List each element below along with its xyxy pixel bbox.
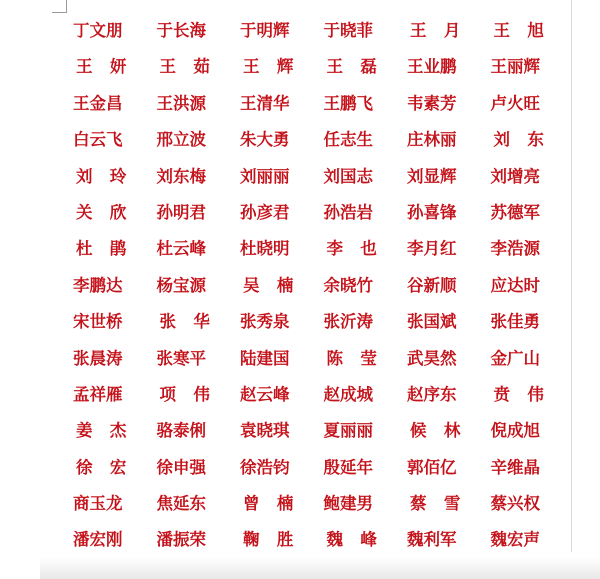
name-cell: 刘东梅 (156, 166, 206, 186)
name-cell: 孙喜锋 (407, 202, 457, 222)
name-cell: 赵成城 (323, 384, 373, 404)
name-cell: 韦素芳 (407, 93, 457, 113)
name-cell: 郭佰亿 (407, 457, 457, 477)
name-cell: 王洪源 (156, 93, 206, 113)
name-cell: 王金昌 (73, 93, 123, 113)
name-cell: 刘国志 (323, 166, 373, 186)
name-cell: 李鹏达 (73, 275, 123, 295)
name-cell: 任志生 (323, 130, 373, 150)
name-cell: 潘宏刚 (73, 530, 123, 550)
name-cell: 张国斌 (407, 312, 457, 332)
name-cell: 于明辉 (240, 21, 290, 40)
name-cell: 金广山 (490, 348, 540, 368)
name-cell: 张秀泉 (240, 312, 290, 332)
name-cell: 商玉龙 (73, 494, 123, 514)
name-cell: 李也 (326, 239, 395, 259)
name-cell: 杨宝源 (156, 275, 206, 295)
name-cell: 王业鹏 (407, 57, 457, 77)
name-cell: 孟祥雁 (73, 384, 123, 404)
name-cell: 杜鹃 (76, 239, 144, 259)
name-cell: 候林 (410, 421, 478, 441)
name-cell: 朱大勇 (240, 130, 290, 150)
name-cell: 王磊 (326, 57, 395, 77)
name-cell: 姜杰 (76, 421, 144, 441)
name-cell: 张沂涛 (323, 312, 373, 332)
name-cell: 魏宏声 (490, 530, 540, 550)
name-cell: 徐浩钧 (240, 457, 290, 477)
name-cell: 卢火旺 (490, 93, 540, 113)
name-cell: 孙彦君 (240, 202, 290, 222)
name-cell: 辛维晶 (490, 457, 540, 477)
name-cell: 王月 (410, 21, 478, 40)
name-cell: 刘显辉 (407, 166, 457, 186)
name-cell: 鲍建男 (323, 494, 373, 514)
name-cell: 应达时 (490, 275, 540, 295)
name-cell: 殷延年 (323, 457, 373, 477)
name-cell: 项伟 (159, 384, 228, 404)
page-bottom-shadow (40, 557, 600, 579)
name-cell: 魏峰 (326, 530, 395, 550)
name-cell: 谷新顺 (407, 275, 457, 295)
name-cell: 骆泰俐 (156, 421, 206, 441)
name-cell: 王妍 (76, 57, 144, 77)
name-cell: 张佳勇 (490, 312, 540, 332)
name-cell: 焦延东 (156, 494, 206, 514)
name-cell: 潘振荣 (156, 530, 206, 550)
name-cell: 赵云峰 (240, 384, 290, 404)
name-cell: 王清华 (240, 93, 290, 113)
name-cell: 苏德军 (490, 202, 540, 222)
name-cell: 杜晓明 (240, 239, 290, 259)
name-cell: 刘增亮 (490, 166, 540, 186)
name-cell: 李月红 (407, 239, 457, 259)
name-cell: 袁晓琪 (240, 421, 290, 441)
name-cell: 吴楠 (243, 275, 311, 295)
name-cell: 曾楠 (243, 494, 311, 514)
name-cell: 贲伟 (493, 384, 562, 404)
name-cell: 杜云峰 (156, 239, 206, 259)
name-cell: 王辉 (243, 57, 311, 77)
name-cell: 于长海 (156, 21, 206, 40)
name-cell: 张晨涛 (73, 348, 123, 368)
name-cell: 宋世桥 (73, 312, 123, 332)
name-cell: 张寒平 (156, 348, 206, 368)
name-cell: 白云飞 (73, 130, 123, 150)
name-cell: 倪成旭 (490, 421, 540, 441)
name-cell: 孙明君 (156, 202, 206, 222)
name-cell: 王旭 (493, 21, 562, 40)
page-corner-marker (52, 0, 67, 13)
name-cell: 邢立波 (156, 130, 206, 150)
name-cell: 孙浩岩 (323, 202, 373, 222)
name-cell: 余晓竹 (323, 275, 373, 295)
name-cell: 魏利军 (407, 530, 457, 550)
name-cell: 王丽辉 (490, 57, 540, 77)
name-cell: 李浩源 (490, 239, 540, 259)
name-cell: 丁文朋 (73, 21, 123, 40)
name-list-grid (73, 13, 562, 559)
name-cell: 武昊然 (407, 348, 457, 368)
name-cell: 于晓菲 (323, 21, 373, 40)
name-cell: 蔡兴权 (490, 494, 540, 514)
name-cell: 鞠胜 (243, 530, 311, 550)
name-cell: 庄林丽 (407, 130, 457, 150)
name-cell: 徐宏 (76, 457, 144, 477)
name-cell: 关欣 (76, 202, 144, 222)
name-cell: 陈莹 (326, 348, 395, 368)
name-cell: 刘丽丽 (240, 166, 290, 186)
name-cell: 王茹 (159, 57, 228, 77)
name-cell: 王鹏飞 (323, 93, 373, 113)
name-cell: 蔡雪 (410, 494, 478, 514)
name-cell: 张华 (159, 312, 228, 332)
name-cell: 徐申强 (156, 457, 206, 477)
name-cell: 刘玲 (76, 166, 144, 186)
name-cell: 夏丽丽 (323, 421, 373, 441)
name-cell: 赵序东 (407, 384, 457, 404)
name-cell: 陆建国 (240, 348, 290, 368)
name-cell: 刘东 (493, 130, 562, 150)
